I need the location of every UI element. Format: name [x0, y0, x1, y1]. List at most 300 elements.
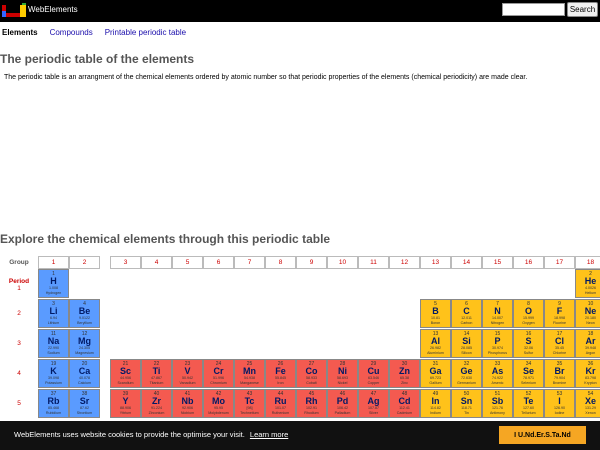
- element-cell-xe[interactable]: [575, 389, 600, 418]
- element-cell-ga[interactable]: [420, 359, 451, 388]
- atomic-mass: 106.42: [337, 406, 348, 410]
- group-header-17[interactable]: 17: [544, 256, 575, 269]
- element-cell-n[interactable]: [482, 299, 513, 328]
- atomic-mass: 40.078: [79, 376, 90, 380]
- element-name: Zinc: [401, 381, 408, 385]
- atomic-number: 27: [308, 361, 315, 367]
- element-cell-cd[interactable]: [389, 389, 420, 418]
- atomic-number: 44: [277, 391, 284, 397]
- element-name: Zirconium: [148, 411, 165, 415]
- element-symbol: Fe: [275, 366, 286, 376]
- element-name: Nitrogen: [490, 321, 505, 325]
- element-symbol: Cd: [398, 396, 411, 406]
- atomic-number: 20: [81, 361, 88, 367]
- main-nav: [2, 28, 186, 37]
- period-label-1[interactable]: 1: [17, 285, 21, 292]
- element-symbol: Sr: [79, 396, 90, 406]
- atomic-number: 51: [494, 391, 501, 397]
- atomic-mass: 10.81: [431, 316, 440, 320]
- atomic-number: 17: [556, 331, 563, 337]
- atomic-number: 21: [122, 361, 129, 367]
- atomic-number: 45: [308, 391, 315, 397]
- atomic-number: 46: [339, 391, 346, 397]
- element-name: Niobium: [180, 411, 195, 415]
- atomic-number: 39: [122, 391, 129, 397]
- element-cell-mn[interactable]: [234, 359, 265, 388]
- group-header-label: Group: [9, 259, 29, 266]
- element-name: Vanadium: [179, 381, 196, 385]
- group-header-3[interactable]: 3: [110, 256, 141, 269]
- element-symbol: Sn: [460, 396, 473, 406]
- element-symbol: Br: [554, 366, 565, 376]
- element-symbol: Ge: [460, 366, 473, 376]
- atomic-number: 2: [589, 271, 592, 277]
- atomic-number: 28: [339, 361, 346, 367]
- atomic-mass: 58.693: [337, 376, 348, 380]
- element-symbol: Sc: [119, 366, 131, 376]
- atomic-number: 36: [587, 361, 594, 367]
- atomic-number: 50: [463, 391, 470, 397]
- atomic-mass: 83.798: [585, 376, 596, 380]
- atomic-mass: 1.008: [49, 286, 58, 290]
- atomic-mass: 32.06: [524, 346, 533, 350]
- element-symbol: In: [431, 396, 440, 406]
- atomic-number: 31: [432, 361, 439, 367]
- element-name: Indium: [430, 411, 441, 415]
- atomic-mass: 4.0026: [585, 286, 596, 290]
- element-symbol: Si: [462, 336, 471, 346]
- atomic-number: 48: [401, 391, 408, 397]
- atomic-mass: 54.938: [244, 376, 255, 380]
- element-name: Iodine: [554, 411, 565, 415]
- atomic-mass: 15.999: [523, 316, 534, 320]
- group-header-9[interactable]: 9: [296, 256, 327, 269]
- element-name: Bromine: [552, 381, 567, 385]
- element-cell-o[interactable]: [513, 299, 544, 328]
- element-name: Selenium: [521, 381, 536, 385]
- period-label-2[interactable]: 2: [17, 310, 21, 317]
- cookie-accept-button[interactable]: I U.Nd.Er.S.Ta.Nd: [499, 426, 586, 444]
- atomic-number: 19: [50, 361, 57, 367]
- element-symbol: Mg: [78, 336, 91, 346]
- group-header-12[interactable]: 12: [389, 256, 420, 269]
- atomic-mass: 44.956: [120, 376, 131, 380]
- atomic-mass: 14.007: [492, 316, 503, 320]
- element-cell-pd[interactable]: [327, 389, 358, 418]
- element-name: Cobalt: [306, 381, 317, 385]
- element-cell-cl[interactable]: [544, 329, 575, 358]
- element-cell-ne[interactable]: [575, 299, 600, 328]
- element-cell-in[interactable]: [420, 389, 451, 418]
- group-header-18[interactable]: 18: [575, 256, 600, 269]
- atomic-mass: 87.62: [80, 406, 89, 410]
- atomic-mass: 92.906: [182, 406, 193, 410]
- element-cell-as[interactable]: [482, 359, 513, 388]
- atomic-mass: 50.942: [182, 376, 193, 380]
- atomic-number: 25: [246, 361, 253, 367]
- element-symbol: Li: [49, 306, 58, 316]
- atomic-number: 53: [556, 391, 563, 397]
- atomic-mass: 78.971: [523, 376, 534, 380]
- atomic-mass: 118.71: [461, 406, 472, 410]
- atomic-mass: 20.180: [585, 316, 596, 320]
- atomic-mass: 26.982: [430, 346, 441, 350]
- atomic-number: 8: [527, 301, 530, 307]
- atomic-number: 10: [587, 301, 594, 307]
- element-cell-cr[interactable]: [203, 359, 234, 388]
- atomic-number: 14: [463, 331, 470, 337]
- element-symbol: Ru: [274, 396, 287, 406]
- atomic-mass: 63.546: [368, 376, 379, 380]
- atomic-mass: 30.974: [492, 346, 503, 350]
- period-header-label: Period: [8, 278, 30, 285]
- element-cell-be[interactable]: [69, 299, 100, 328]
- intro-text: The periodic table is an arrangment of the chemical elements ordered by atomic number so that periodic properties of the elements (chemical periodicity) are made clear.: [4, 74, 528, 81]
- atomic-mass: 55.845: [275, 376, 286, 380]
- element-symbol: N: [494, 306, 501, 316]
- element-name: Ruthenium: [271, 411, 290, 415]
- group-header-16[interactable]: 16: [513, 256, 544, 269]
- atomic-mass: 51.996: [213, 376, 224, 380]
- element-symbol: Ni: [338, 366, 347, 376]
- element-cell-al[interactable]: [420, 329, 451, 358]
- element-symbol: K: [50, 366, 57, 376]
- element-cell-p[interactable]: [482, 329, 513, 358]
- element-symbol: He: [584, 276, 597, 286]
- atomic-mass: 24.305: [79, 346, 90, 350]
- element-name: Boron: [430, 321, 441, 325]
- element-name: Rubidium: [45, 411, 62, 415]
- element-symbol: I: [558, 396, 561, 406]
- atomic-number: 4: [83, 301, 86, 307]
- atomic-number: 22: [153, 361, 160, 367]
- element-cell-zn[interactable]: [389, 359, 420, 388]
- element-symbol: Pd: [336, 396, 349, 406]
- atomic-mass: 6.94: [50, 316, 57, 320]
- element-cell-nb[interactable]: [172, 389, 203, 418]
- element-cell-k[interactable]: [38, 359, 69, 388]
- element-name: Carbon: [460, 321, 473, 325]
- atomic-mass: 131.29: [585, 406, 596, 410]
- element-cell-rb[interactable]: [38, 389, 69, 418]
- element-name: Scandium: [117, 381, 134, 385]
- element-cell-h[interactable]: [38, 269, 69, 298]
- element-cell-br[interactable]: [544, 359, 575, 388]
- element-name: Argon: [585, 351, 596, 355]
- element-symbol: Ca: [78, 366, 91, 376]
- group-header-15[interactable]: 15: [482, 256, 513, 269]
- nav-compounds[interactable]: Compounds: [49, 28, 93, 37]
- element-cell-fe[interactable]: [265, 359, 296, 388]
- atomic-number: 49: [432, 391, 439, 397]
- element-name: Chromium: [210, 381, 227, 385]
- element-symbol: Be: [78, 306, 91, 316]
- element-name: Antimony: [490, 411, 505, 415]
- element-symbol: Sb: [491, 396, 504, 406]
- atomic-mass: 88.906: [120, 406, 131, 410]
- cookie-message: [14, 430, 288, 439]
- element-cell-co[interactable]: [296, 359, 327, 388]
- element-cell-b[interactable]: [420, 299, 451, 328]
- atomic-mass: 107.87: [368, 406, 379, 410]
- atomic-number: 15: [494, 331, 501, 337]
- nav-elements[interactable]: Elements: [2, 28, 38, 37]
- group-header-4[interactable]: 4: [141, 256, 172, 269]
- element-name: Hydrogen: [45, 291, 62, 295]
- element-name: Titanium: [149, 381, 164, 385]
- element-symbol: Xe: [584, 396, 596, 406]
- element-name: Sulfur: [523, 351, 534, 355]
- atomic-mass: 69.723: [430, 376, 441, 380]
- group-header-11[interactable]: 11: [358, 256, 389, 269]
- element-cell-si[interactable]: [451, 329, 482, 358]
- page-title: The periodic table of the elements: [0, 52, 195, 66]
- element-symbol: Ar: [585, 336, 596, 346]
- element-symbol: F: [556, 306, 563, 316]
- atomic-number: 40: [153, 391, 160, 397]
- atomic-mass: 72.630: [461, 376, 472, 380]
- element-symbol: H: [50, 276, 57, 286]
- element-name: Yttrium: [119, 411, 132, 415]
- element-symbol: Ne: [584, 306, 597, 316]
- webelements-logo-icon[interactable]: [2, 3, 26, 17]
- element-name: Sodium: [47, 351, 60, 355]
- element-name: Strontium: [76, 411, 93, 415]
- element-symbol: C: [463, 306, 470, 316]
- atomic-number: 5: [434, 301, 437, 307]
- atomic-mass: 39.948: [585, 346, 596, 350]
- element-name: Beryllium: [77, 321, 92, 325]
- element-name: Molybdenum: [208, 411, 229, 415]
- element-name: Calcium: [78, 381, 91, 385]
- learn-more-link[interactable]: Learn more: [249, 430, 289, 439]
- element-cell-ni[interactable]: [327, 359, 358, 388]
- element-name: Arsenic: [491, 381, 504, 385]
- atomic-number: 30: [401, 361, 408, 367]
- element-symbol: O: [524, 306, 532, 316]
- element-cell-c[interactable]: [451, 299, 482, 328]
- atomic-mass: [98]: [246, 406, 253, 410]
- atomic-number: 42: [215, 391, 222, 397]
- element-cell-ag[interactable]: [358, 389, 389, 418]
- atomic-mass: 65.38: [400, 376, 409, 380]
- atomic-mass: 85.468: [48, 406, 59, 410]
- period-label-3[interactable]: 3: [17, 340, 21, 347]
- element-symbol: Se: [522, 366, 534, 376]
- atomic-number: 12: [81, 331, 88, 337]
- group-header-7[interactable]: 7: [234, 256, 265, 269]
- element-name: Rhodium: [304, 411, 319, 415]
- atomic-mass: 95.95: [214, 406, 223, 410]
- atomic-number: 16: [525, 331, 532, 337]
- element-symbol: Cl: [555, 336, 564, 346]
- element-cell-f[interactable]: [544, 299, 575, 328]
- atomic-number: 43: [246, 391, 253, 397]
- element-cell-v[interactable]: [172, 359, 203, 388]
- element-symbol: Co: [305, 366, 318, 376]
- element-symbol: Zr: [152, 396, 161, 406]
- atomic-number: 26: [277, 361, 284, 367]
- group-header-10[interactable]: 10: [327, 256, 358, 269]
- element-name: Tin: [464, 411, 469, 415]
- explore-heading: Explore the chemical elements through this periodic table: [0, 232, 331, 246]
- group-header-14[interactable]: 14: [451, 256, 482, 269]
- atomic-mass: 126.90: [554, 406, 565, 410]
- element-name: Krypton: [584, 381, 597, 385]
- atomic-number: 32: [463, 361, 470, 367]
- element-cell-cu[interactable]: [358, 359, 389, 388]
- element-name: Copper: [367, 381, 380, 385]
- element-symbol: Rh: [305, 396, 318, 406]
- element-symbol: Kr: [585, 366, 596, 376]
- element-cell-sn[interactable]: [451, 389, 482, 418]
- element-cell-sb[interactable]: [482, 389, 513, 418]
- atomic-number: 1: [52, 271, 55, 277]
- atomic-number: 23: [184, 361, 191, 367]
- atomic-mass: 102.91: [306, 406, 317, 410]
- atomic-number: 29: [370, 361, 377, 367]
- element-symbol: P: [494, 336, 501, 346]
- atomic-number: 47: [370, 391, 377, 397]
- atomic-number: 13: [432, 331, 439, 337]
- element-cell-te[interactable]: [513, 389, 544, 418]
- element-symbol: Cu: [367, 366, 380, 376]
- atomic-number: 35: [556, 361, 563, 367]
- element-name: Tellurium: [521, 411, 536, 415]
- element-name: Lithium: [47, 321, 60, 325]
- atomic-number: 34: [525, 361, 532, 367]
- nav-printable-periodic-table[interactable]: Printable periodic table: [104, 28, 187, 37]
- element-name: Germanium: [457, 381, 476, 385]
- element-symbol: Ti: [152, 366, 161, 376]
- element-cell-y[interactable]: [110, 389, 141, 418]
- element-name: Oxygen: [522, 321, 535, 325]
- element-symbol: Cr: [213, 366, 224, 376]
- element-name: Technetium: [240, 411, 259, 415]
- atomic-number: 3: [52, 301, 55, 307]
- element-name: Silicon: [461, 351, 472, 355]
- atomic-number: 41: [184, 391, 191, 397]
- element-cell-tc[interactable]: [234, 389, 265, 418]
- atomic-mass: 9.0122: [79, 316, 90, 320]
- atomic-mass: 74.922: [492, 376, 503, 380]
- element-symbol: Mn: [243, 366, 256, 376]
- element-name: Magnesium: [75, 351, 94, 355]
- element-cell-zr[interactable]: [141, 389, 172, 418]
- element-symbol: Tc: [244, 396, 255, 406]
- element-cell-ca[interactable]: [69, 359, 100, 388]
- cookie-banner: [0, 421, 600, 450]
- atomic-mass: 18.998: [554, 316, 565, 320]
- element-name: Manganese: [240, 381, 259, 385]
- atomic-mass: 91.224: [151, 406, 162, 410]
- period-label-4[interactable]: 4: [17, 370, 21, 377]
- atomic-mass: 79.904: [554, 376, 565, 380]
- element-symbol: Y: [122, 396, 129, 406]
- atomic-number: 7: [496, 301, 499, 307]
- atomic-mass: 39.098: [48, 376, 59, 380]
- period-label-5[interactable]: 5: [17, 400, 21, 407]
- site-name[interactable]: WebElements: [28, 5, 78, 14]
- element-symbol: Te: [523, 396, 534, 406]
- element-cell-sc[interactable]: [110, 359, 141, 388]
- atomic-number: 9: [558, 301, 561, 307]
- element-cell-ge[interactable]: [451, 359, 482, 388]
- atomic-mass: 22.990: [48, 346, 59, 350]
- element-cell-kr[interactable]: [575, 359, 600, 388]
- element-symbol: Rb: [47, 396, 60, 406]
- element-name: Iron: [277, 381, 284, 385]
- atomic-mass: 127.60: [523, 406, 534, 410]
- cookie-text: WebElements uses website cookies to provide the optimise your visit.: [14, 430, 245, 439]
- atomic-number: 33: [494, 361, 501, 367]
- element-name: Palladium: [334, 411, 351, 415]
- element-symbol: B: [432, 306, 439, 316]
- atomic-mass: 12.011: [461, 316, 472, 320]
- atomic-mass: 28.085: [461, 346, 472, 350]
- element-name: Helium: [584, 291, 597, 295]
- atomic-number: 18: [587, 331, 594, 337]
- top-bar: [0, 0, 600, 22]
- element-symbol: Ag: [367, 396, 380, 406]
- element-cell-ru[interactable]: [265, 389, 296, 418]
- element-cell-i[interactable]: [544, 389, 575, 418]
- atomic-number: 54: [587, 391, 594, 397]
- group-header-1[interactable]: 1: [38, 256, 69, 269]
- element-cell-mo[interactable]: [203, 389, 234, 418]
- atomic-number: 24: [215, 361, 222, 367]
- element-cell-na[interactable]: [38, 329, 69, 358]
- atomic-mass: 47.867: [151, 376, 162, 380]
- element-cell-rh[interactable]: [296, 389, 327, 418]
- element-cell-ar[interactable]: [575, 329, 600, 358]
- element-name: Gallium: [429, 381, 442, 385]
- element-cell-sr[interactable]: [69, 389, 100, 418]
- element-cell-ti[interactable]: [141, 359, 172, 388]
- atomic-number: 6: [465, 301, 468, 307]
- group-header-5[interactable]: 5: [172, 256, 203, 269]
- atomic-mass: 58.933: [306, 376, 317, 380]
- group-header-2[interactable]: 2: [69, 256, 100, 269]
- atomic-number: 38: [81, 391, 88, 397]
- element-symbol: S: [525, 336, 532, 346]
- element-name: Aluminium: [427, 351, 444, 355]
- element-symbol: Al: [431, 336, 440, 346]
- group-header-6[interactable]: 6: [203, 256, 234, 269]
- atomic-number: 52: [525, 391, 532, 397]
- atomic-mass: 114.82: [430, 406, 441, 410]
- element-cell-he[interactable]: [575, 269, 600, 298]
- element-cell-li[interactable]: [38, 299, 69, 328]
- element-name: Neon: [586, 321, 595, 325]
- element-cell-mg[interactable]: [69, 329, 100, 358]
- element-name: Chlorine: [552, 351, 567, 355]
- atomic-mass: 121.76: [492, 406, 503, 410]
- group-header-13[interactable]: 13: [420, 256, 451, 269]
- element-name: Potassium: [45, 381, 62, 385]
- element-symbol: Mo: [212, 396, 225, 406]
- search-input[interactable]: [502, 3, 565, 16]
- search-button[interactable]: Search: [567, 2, 598, 17]
- atomic-number: 11: [50, 331, 57, 337]
- atomic-number: 37: [50, 391, 57, 397]
- element-name: Nickel: [337, 381, 348, 385]
- element-cell-s[interactable]: [513, 329, 544, 358]
- element-symbol: Na: [47, 336, 60, 346]
- element-name: Cadmium: [396, 411, 413, 415]
- group-header-8[interactable]: 8: [265, 256, 296, 269]
- element-cell-se[interactable]: [513, 359, 544, 388]
